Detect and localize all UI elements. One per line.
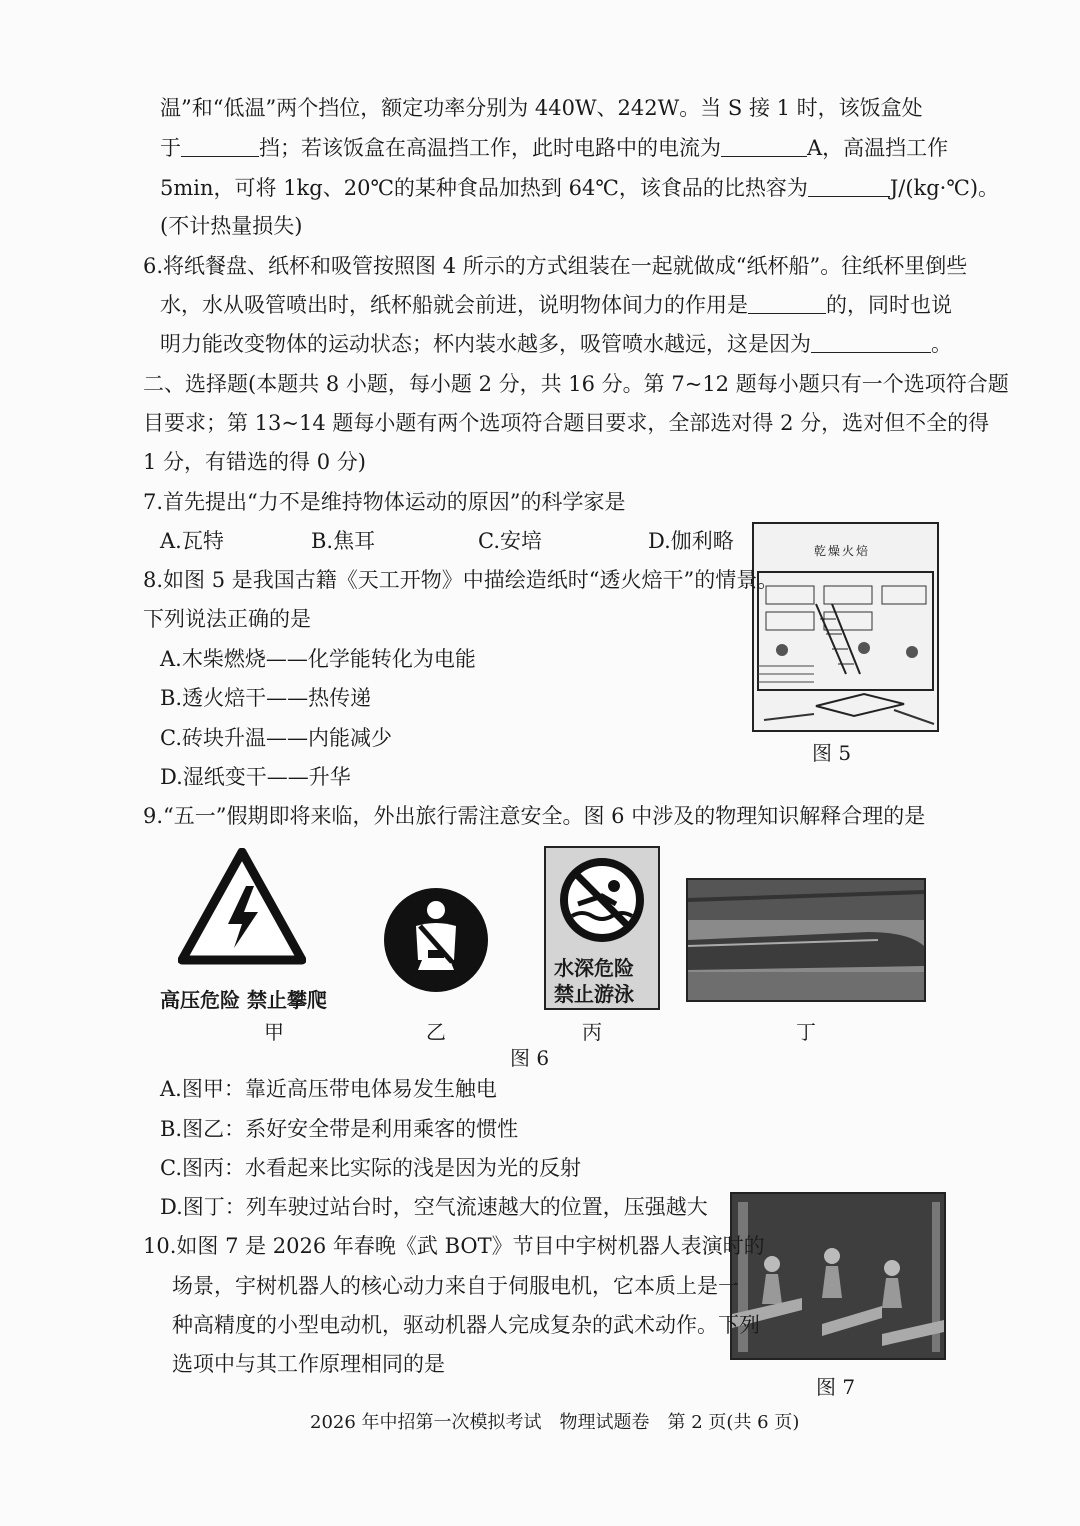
q7-option-b: B.焦耳: [311, 529, 376, 553]
answer-blank: [808, 176, 890, 197]
section2-line2: 目要求；第 13~14 题每小题有两个选项符合题目要求，全部选对得 2 分，选对但不全的得: [143, 411, 990, 435]
page-footer: 2026 年中招第一次模拟考试 物理试题卷 第 2 页(共 6 页): [310, 1412, 800, 1433]
q7-option-c: C.安培: [478, 529, 542, 553]
q5-text: 5min，可将 1kg、20℃的某种食品加热到 64℃，该食品的比热容为: [160, 176, 808, 200]
q6-line2: [160, 291, 952, 319]
q5-line1: 温”和“低温”两个挡位，额定功率分别为 440W、242W。当 S 接 1 时，该饭盒处: [160, 96, 923, 120]
sign-jia-text: 高压危险 禁止攀爬: [160, 988, 327, 1012]
q10-line2: 场景，宇树机器人的核心动力来自于伺服电机，它本质上是一: [172, 1274, 739, 1298]
q8-option-b: B.透火焙干——热传递: [160, 686, 372, 710]
figure-7-caption: 图 7: [816, 1375, 856, 1399]
q6-line1: 6.将纸餐盘、纸杯和吸管按照图 4 所示的方式组装在一起就做成“纸杯船”。往纸杯里倒些: [143, 254, 968, 278]
q5-line4: (不计热量损失): [160, 214, 303, 238]
answer-blank: [748, 293, 826, 314]
high-voltage-warning-icon: [178, 848, 306, 966]
figure-5-title: 乾燥火焙: [814, 544, 871, 558]
q6-text: 水，水从吸管喷出时，纸杯船就会前进，说明物体间力的作用是: [160, 293, 748, 317]
q8-line1: 8.如图 5 是我国古籍《天工开物》中描绘造纸时“透火焙干”的情景。: [143, 568, 779, 592]
seatbelt-icon: [382, 886, 490, 994]
figure-5-caption: 图 5: [812, 741, 852, 765]
figure-7-photo: [730, 1192, 946, 1360]
no-swimming-icon: [558, 856, 646, 944]
q10-line3: 种高精度的小型电动机，驱动机器人完成复杂的武术动作。下列: [172, 1313, 760, 1337]
label-ding: 丁: [796, 1020, 816, 1044]
q9-option-b: B.图乙：系好安全带是利用乘客的惯性: [160, 1117, 519, 1141]
q7-option-d: D.伽利略: [648, 529, 734, 553]
q5-text: 于: [160, 136, 181, 160]
label-bing: 丙: [582, 1020, 602, 1044]
train-illustration: [688, 880, 924, 1000]
q5-text: J/(kg·℃)。: [889, 176, 1000, 200]
q10-line4: 选项中与其工作原理相同的是: [172, 1352, 445, 1376]
q9-option-c: C.图丙：水看起来比实际的浅是因为光的反射: [160, 1156, 581, 1180]
q6-text: 。: [931, 332, 952, 356]
q5-text: A，高温挡工作: [807, 136, 949, 160]
figure-6-caption: 图 6: [510, 1046, 550, 1070]
answer-blank: [811, 332, 931, 353]
q9-option-d: D.图丁：列车驶过站台时，空气流速越大的位置，压强越大: [160, 1195, 708, 1219]
label-yi: 乙: [426, 1020, 446, 1044]
q5-line3: [160, 174, 999, 202]
q6-line3: [160, 330, 952, 358]
sign-bing-line2: 禁止游泳: [554, 982, 634, 1006]
q8-option-c: C.砖块升温——内能减少: [160, 726, 392, 750]
q8-option-d: D.湿纸变干——升华: [160, 765, 351, 789]
label-jia: 甲: [264, 1020, 284, 1044]
section2-line1: 二、选择题(本题共 8 小题，每小题 2 分，共 16 分。第 7~12 题每小题只有一个选项符合题: [143, 372, 1009, 396]
q5-line2: [160, 134, 948, 162]
q8-line2: 下列说法正确的是: [143, 607, 311, 631]
section2-line3: 1 分，有错选的得 0 分): [143, 450, 366, 474]
figure-5: [752, 522, 939, 732]
q9-stem: 9.“五一”假期即将来临，外出旅行需注意安全。图 6 中涉及的物理知识解释合理的是: [143, 804, 926, 828]
answer-blank: [181, 136, 259, 157]
robots-illustration: [732, 1194, 944, 1358]
q7-stem: 7.首先提出“力不是维持物体运动的原因”的科学家是: [143, 490, 626, 514]
q6-text: 明力能改变物体的运动状态；杯内装水越多，吸管喷水越远，这是因为: [160, 332, 811, 356]
answer-blank: [721, 136, 807, 157]
q9-option-a: A.图甲：靠近高压带电体易发生触电: [160, 1077, 497, 1101]
train-photo: [686, 878, 926, 1002]
q7-option-a: A.瓦特: [160, 529, 224, 553]
q10-line1: 10.如图 7 是 2026 年春晚《武 BOT》节目中宇树机器人表演时的: [143, 1234, 765, 1258]
q5-text: 挡；若该饭盒在高温挡工作，此时电路中的电流为: [259, 136, 721, 160]
q8-option-a: A.木柴燃烧——化学能转化为电能: [160, 647, 476, 671]
sign-bing-line1: 水深危险: [554, 956, 634, 980]
figure-5-illustration: [754, 524, 937, 730]
q6-text: 的，同时也说: [826, 293, 952, 317]
no-swimming-sign: [544, 846, 660, 1010]
